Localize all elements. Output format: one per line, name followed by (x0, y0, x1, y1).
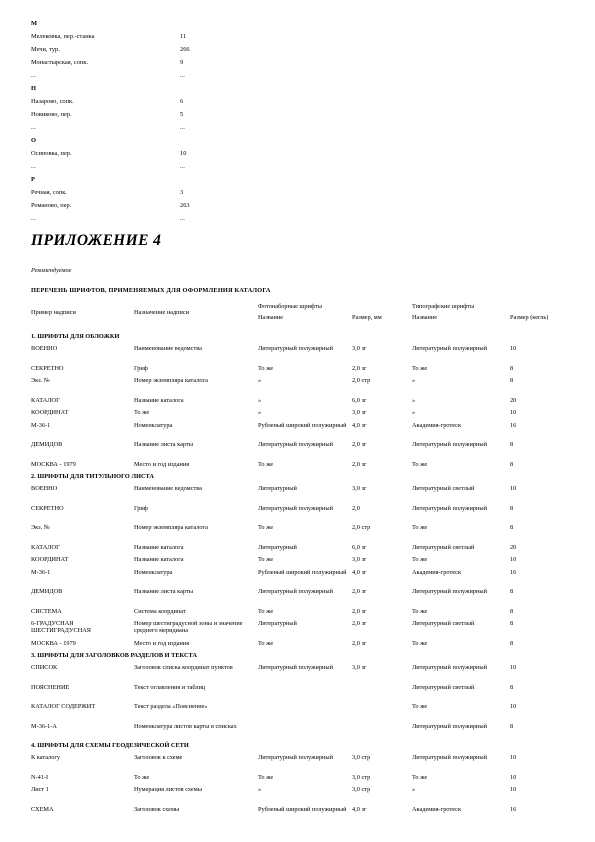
index-name: ... (31, 72, 36, 79)
cell-typo-font: Литературный светлый (412, 485, 475, 492)
cell-size-pt: 16 (510, 568, 517, 576)
table-row (31, 345, 561, 365)
header-typo: Типографские шрифты (412, 303, 475, 310)
cell-photo-font: » (258, 377, 262, 384)
index-name: Мечи, тур. (31, 46, 60, 53)
header-size-pt: Размер (кегль) (510, 314, 549, 321)
header-example: Пример надписи (31, 309, 76, 316)
index-row (31, 56, 291, 69)
cell-example: 6-ГРАДУСНАЯ ШЕСТИГРАДУСНАЯ (31, 620, 92, 635)
cell-example: КАТАЛОГ (31, 543, 60, 551)
header-size-mm: Размер, мм (352, 314, 382, 321)
cell-typo-font: Литературный полужирный (412, 664, 487, 671)
index-name: ... (31, 124, 36, 131)
header-photo: Фотонаборные шрифты (258, 303, 322, 310)
index-letter (31, 82, 291, 95)
cell-photo-font: То же (258, 524, 274, 531)
cell-typo-font: Литературный светлый (412, 683, 475, 691)
cell-typo-font: » (412, 377, 416, 384)
cell-purpose: Текст раздела «Пояснение» (134, 703, 208, 710)
index-row (31, 160, 291, 173)
cell-size-mm: 4,0 зг (352, 421, 367, 429)
cell-purpose: То же (134, 409, 150, 416)
cell-example: ДЕМИДОВ (31, 588, 63, 595)
cell-size-mm: 3,0 зг (352, 409, 367, 416)
index-name: М (31, 20, 38, 27)
index-row (31, 186, 291, 199)
index-name: ... (31, 215, 36, 222)
cell-photo-font: Рубленый широкий полужирный (258, 421, 347, 429)
cell-example: ВОЕННО (31, 345, 58, 352)
cell-size-mm: 2,0 зг (352, 588, 367, 595)
index-row (31, 108, 291, 121)
cell-size-pt: 10 (510, 664, 517, 671)
cell-typo-font: Литературный полужирный (412, 345, 487, 352)
cell-size-pt: 16 (510, 805, 517, 813)
index-page: 6 (180, 98, 184, 105)
cell-size-mm: 4,0 зг (352, 805, 367, 813)
cell-size-mm: 6,0 зг (352, 396, 367, 404)
cell-purpose: Наименование ведомства (134, 345, 202, 352)
index-row (31, 69, 291, 82)
cell-size-pt: 8 (510, 683, 514, 691)
table-row (31, 703, 561, 723)
cell-example: КООРДИНАТ (31, 556, 69, 563)
cell-photo-font: Литературный полужирный (258, 504, 333, 512)
cell-typo-font: Литературный светлый (412, 543, 475, 551)
cell-typo-font: Академия-гротеск (412, 421, 462, 429)
cell-photo-font: Литературный полужирный (258, 664, 333, 671)
index-name: Романово, пер. (31, 202, 72, 209)
cell-example: М-36-1-А (31, 722, 57, 730)
table-row (31, 524, 561, 544)
cell-purpose: Номенклатура (134, 421, 173, 429)
index-name: Осиповка, пер. (31, 150, 72, 157)
cell-example: СХЕМА (31, 805, 54, 813)
cell-photo-font: » (258, 409, 262, 416)
cell-purpose: Номер экземпляра каталога (134, 524, 208, 531)
index-name: Мелековка, пер.-станка (31, 33, 95, 40)
cell-size-mm: 4,0 зг (352, 568, 367, 576)
index-row (31, 199, 291, 212)
table-row (31, 723, 561, 743)
table-row (31, 620, 561, 640)
header-name2: Название (412, 314, 438, 321)
index-row (31, 95, 291, 108)
cell-purpose: Место и год издания (134, 639, 190, 647)
section-title: 4. ШРИФТЫ ДЛЯ СХЕМЫ ГЕОДЕЗИЧЕСКОЙ СЕТИ (31, 742, 189, 749)
cell-purpose: Номенклатура листов карты в списках (134, 722, 237, 730)
cell-example: ДЕМИДОВ (31, 441, 63, 448)
cell-typo-font: То же (412, 639, 428, 647)
cell-purpose: Номер шестиградусной зоны и значение среднего меридиана (134, 620, 243, 635)
table-row (31, 505, 561, 525)
index-page: 11 (180, 33, 187, 40)
cell-purpose: Нумерация листов схемы (134, 786, 202, 793)
street-index (31, 17, 291, 225)
cell-size-mm: 3,0 зг (352, 556, 367, 563)
table-row (31, 485, 561, 505)
recommended-label: Рекомендуемое (31, 267, 72, 274)
cell-typo-font: То же (412, 524, 428, 531)
cell-size-pt: 8 (510, 504, 514, 512)
table-row (31, 569, 561, 589)
cell-photo-font: Литературный полужирный (258, 441, 333, 448)
table-row (31, 544, 561, 557)
cell-typo-font: » (412, 409, 416, 416)
cell-size-pt: 8 (510, 377, 514, 384)
cell-example: М-36-1 (31, 568, 51, 576)
cell-size-pt: 10 (510, 786, 517, 793)
section-title: 3. ШРИФТЫ ДЛЯ ЗАГОЛОВКОВ РАЗДЕЛОВ И ТЕКСТА (31, 652, 197, 659)
cell-photo-font: » (258, 396, 262, 404)
cell-photo-font: То же (258, 639, 274, 647)
index-page: ... (180, 163, 185, 170)
index-name: Назарово, сопк. (31, 98, 74, 105)
cell-purpose: То же (134, 773, 150, 781)
cell-size-pt: 10 (510, 345, 517, 352)
index-letter (31, 134, 291, 147)
cell-typo-font: То же (412, 607, 428, 615)
cell-typo-font: Литературный полужирный (412, 504, 487, 512)
cell-size-pt: 8 (510, 441, 514, 448)
index-name: О (31, 137, 36, 144)
cell-size-pt: 16 (510, 421, 517, 429)
index-page: 263 (180, 202, 190, 209)
cell-purpose: Название каталога (134, 543, 184, 551)
index-name: Речная, сопк. (31, 189, 67, 196)
cell-typo-font: » (412, 786, 416, 793)
cell-example: СЕКРЕТНО (31, 364, 64, 372)
cell-purpose: Гриф (134, 364, 148, 372)
cell-size-pt: 10 (510, 485, 517, 492)
cell-size-pt: 10 (510, 703, 517, 710)
cell-size-mm: 2,0 зг (352, 639, 367, 647)
index-page: 3 (180, 189, 184, 196)
cell-size-mm: 2,0 зг (352, 607, 367, 615)
index-letter (31, 17, 291, 30)
cell-photo-font: » (258, 786, 262, 793)
index-name: Р (31, 176, 35, 183)
cell-example: СПИСОК (31, 664, 58, 671)
cell-typo-font: То же (412, 773, 428, 781)
cell-purpose: Текст оглавления и таблиц (134, 683, 206, 691)
table-row (31, 397, 561, 410)
cell-example: ПОЯСНЕНИЕ (31, 683, 70, 691)
cell-purpose: Место и год издания (134, 460, 190, 468)
index-name: ... (31, 163, 36, 170)
cell-size-mm: 3,0 стр (352, 773, 371, 781)
cell-size-mm: 3,0 зг (352, 345, 367, 352)
cell-purpose: Заголовок списка координат пунктов (134, 664, 233, 671)
table-row (31, 608, 561, 621)
cell-size-pt: 8 (510, 588, 514, 595)
cell-size-pt: 8 (510, 722, 514, 730)
cell-size-pt: 8 (510, 524, 514, 531)
cell-photo-font: То же (258, 556, 274, 563)
cell-photo-font: Литературный полужирный (258, 345, 333, 352)
cell-typo-font: Литературный полужирный (412, 588, 487, 595)
cell-purpose: Номер экземпляра каталога (134, 377, 208, 384)
cell-photo-font: Литературный полужирный (258, 588, 333, 595)
cell-example: Экз. № (31, 524, 50, 531)
table-row (31, 365, 561, 378)
cell-photo-font: То же (258, 364, 274, 372)
section-title: 1. ШРИФТЫ ДЛЯ ОБЛОЖКИ (31, 333, 120, 340)
cell-purpose: Название каталога (134, 556, 184, 563)
cell-typo-font: Литературный светлый (412, 620, 475, 627)
appendix-heading: ПРИЛОЖЕНИЕ 4 (31, 232, 162, 249)
cell-size-pt: 8 (510, 460, 514, 468)
cell-purpose: Гриф (134, 504, 148, 512)
table-row (31, 754, 561, 774)
index-name: Монастырская, сопк. (31, 59, 89, 66)
cell-purpose: Название листа карты (134, 441, 193, 448)
table-row (31, 806, 561, 826)
cell-purpose: Заголовок к схеме (134, 754, 183, 761)
table-row (31, 588, 561, 608)
index-row (31, 212, 291, 225)
table-row (31, 422, 561, 442)
cell-size-pt: 8 (510, 620, 514, 627)
index-page: 10 (180, 150, 187, 157)
cell-size-pt: 8 (510, 639, 514, 647)
table-header-row-1 (31, 303, 561, 321)
table-row (31, 409, 561, 422)
cell-size-pt: 10 (510, 773, 517, 781)
cell-photo-font: То же (258, 607, 274, 615)
cell-purpose: Название листа карты (134, 588, 193, 595)
index-page: 5 (180, 111, 184, 118)
table-row (31, 441, 561, 461)
cell-size-pt: 20 (510, 396, 517, 404)
cell-photo-font: Литературный (258, 543, 297, 551)
cell-size-mm: 2,0 зг (352, 364, 367, 372)
cell-example: ВОЕННО (31, 485, 58, 492)
cell-size-pt: 8 (510, 607, 514, 615)
cell-typo-font: Литературный полужирный (412, 722, 487, 730)
cell-size-pt: 10 (510, 754, 517, 761)
table-row (31, 377, 561, 397)
index-name: Новиково, пер. (31, 111, 72, 118)
table-row (31, 786, 561, 806)
cell-size-mm: 2,0 стр (352, 524, 371, 531)
cell-purpose: Название каталога (134, 396, 184, 404)
cell-typo-font: То же (412, 460, 428, 468)
cell-size-mm: 3,0 зг (352, 664, 367, 671)
cell-photo-font: То же (258, 773, 274, 781)
cell-size-pt: 10 (510, 556, 517, 563)
cell-example: М-36-1 (31, 421, 51, 429)
index-row (31, 147, 291, 160)
cell-size-pt: 8 (510, 364, 514, 372)
index-page: 266 (180, 46, 190, 53)
cell-size-mm: 3,0 стр (352, 786, 371, 793)
index-page: ... (180, 124, 185, 131)
cell-purpose: Система координат (134, 607, 186, 615)
index-page: ... (180, 215, 185, 222)
cell-typo-font: » (412, 396, 416, 404)
cell-photo-font: Рубленый широкий полужирный (258, 805, 347, 813)
cell-example: Лист 1 (31, 786, 49, 793)
cell-typo-font: Академия-гротеск (412, 568, 462, 576)
cell-example: СЕКРЕТНО (31, 504, 64, 512)
cell-size-mm: 2,0 зг (352, 441, 367, 448)
index-row (31, 30, 291, 43)
cell-photo-font: Рубленый широкий полужирный (258, 568, 347, 576)
appendix-title: ПЕРЕЧЕНЬ ШРИФТОВ, ПРИМЕНЯЕМЫХ ДЛЯ ОФОРМЛЕНИЯ КАТАЛОГА (31, 287, 271, 294)
cell-size-pt: 10 (510, 409, 517, 416)
index-page: ... (180, 72, 185, 79)
table-row (31, 461, 561, 474)
cell-photo-font: Литературный полужирный (258, 754, 333, 761)
cell-example: КАТАЛОГ СОДЕРЖИТ (31, 703, 96, 710)
cell-example: Экз. № (31, 377, 50, 384)
header-purpose: Назначение надписи (134, 309, 190, 316)
cell-typo-font: То же (412, 364, 428, 372)
index-page: 9 (180, 59, 184, 66)
index-name: Н (31, 85, 36, 92)
table-row (31, 664, 561, 684)
cell-size-mm: 2,0 зг (352, 620, 367, 627)
cell-typo-font: Литературный полужирный (412, 754, 487, 761)
cell-size-mm: 3,0 стр (352, 754, 371, 761)
cell-example: КАТАЛОГ (31, 396, 60, 404)
cell-example: МОСКВА - 1979 (31, 460, 76, 468)
cell-example: К каталогу (31, 754, 61, 761)
font-table (31, 303, 561, 825)
cell-typo-font: То же (412, 556, 428, 563)
cell-typo-font: То же (412, 703, 428, 710)
cell-purpose: Наименование ведомства (134, 485, 202, 492)
table-row (31, 556, 561, 569)
index-row (31, 121, 291, 134)
cell-example: СИСТЕМА (31, 607, 62, 615)
header-name: Название (258, 314, 284, 321)
cell-example: N-41-I (31, 773, 49, 781)
cell-example: КООРДИНАТ (31, 409, 69, 416)
cell-photo-font: Литературный (258, 620, 297, 627)
cell-example: МОСКВА - 1979 (31, 639, 76, 647)
cell-size-pt: 20 (510, 543, 517, 551)
cell-purpose: Номенклатура (134, 568, 173, 576)
cell-size-mm: 3,0 зг (352, 485, 367, 492)
cell-purpose: Заголовок схемы (134, 805, 180, 813)
cell-photo-font: То же (258, 460, 274, 468)
table-row (31, 684, 561, 704)
cell-size-mm: 2,0 стр (352, 377, 371, 384)
cell-size-mm: 2,0 (352, 504, 360, 512)
cell-typo-font: Литературный полужирный (412, 441, 487, 448)
cell-size-mm: 6,0 зг (352, 543, 367, 551)
cell-typo-font: Академия-гротеск (412, 805, 462, 813)
section-title: 2. ШРИФТЫ ДЛЯ ТИТУЛЬНОГО ЛИСТА (31, 473, 154, 480)
cell-size-mm: 2,0 зг (352, 460, 367, 468)
cell-photo-font: Литературный (258, 485, 297, 492)
table-row (31, 774, 561, 787)
index-letter (31, 173, 291, 186)
table-row (31, 640, 561, 653)
index-row (31, 43, 291, 56)
